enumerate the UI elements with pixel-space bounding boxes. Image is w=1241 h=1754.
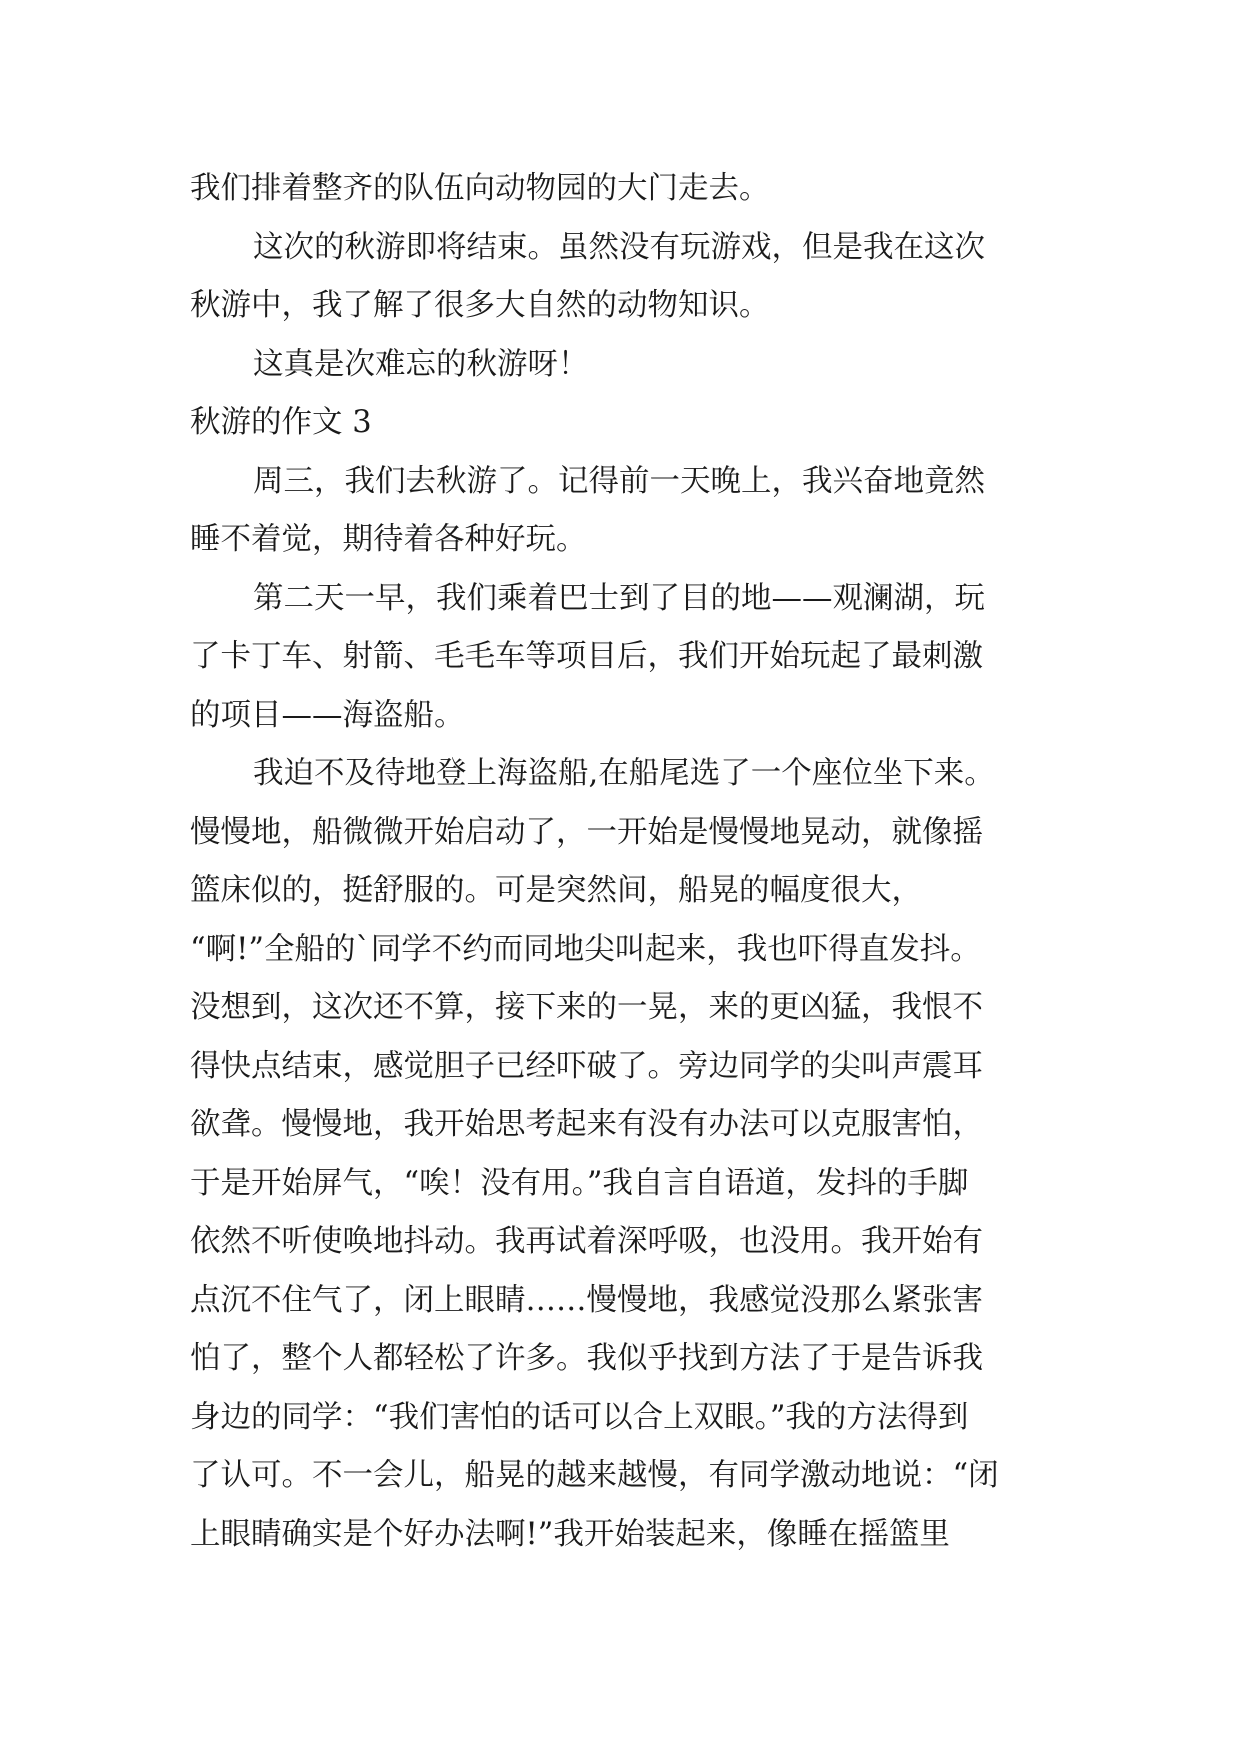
text-line: 依然不听使唤地抖动。我再试着深呼吸，也没用。我开始有 xyxy=(190,1224,983,1259)
text-line: 慢慢地，船微微开始启动了，一开始是慢慢地晃动，就像摇 xyxy=(190,814,983,850)
paragraph-first-line: 这真是次难忘的秋游呀！ xyxy=(253,346,589,382)
text-line: 篮床似的，挺舒服的。可是突然间，船晃的幅度很大， xyxy=(190,873,922,908)
text-line: “啊!”全船的`同学不约而同地尖叫起来，我也吓得直发抖。 xyxy=(190,931,981,967)
text-line: 身边的同学：“我们害怕的话可以合上双眼。”我的方法得到 xyxy=(190,1399,969,1435)
text-line: 上眼睛确实是个好办法啊!”我开始装起来，像睡在摇篮里 xyxy=(190,1516,950,1552)
text-line: 得快点结束，感觉胆子已经吓破了。旁边同学的尖叫声震耳 xyxy=(190,1048,983,1084)
text-line: 没想到，这次还不算，接下来的一晃，来的更凶猛，我恨不 xyxy=(190,990,983,1025)
text-line: 了认可。不一会儿，船晃的越来越慢，有同学激动地说：“闭 xyxy=(190,1458,999,1493)
section-heading: 秋游的作文 3 xyxy=(190,405,372,440)
text-line: 欲聋。慢慢地，我开始思考起来有没有办法可以克服害怕， xyxy=(190,1107,983,1142)
text-line: 的项目——海盗船。 xyxy=(190,697,465,733)
text-line: 睡不着觉，期待着各种好玩。 xyxy=(190,522,587,557)
paragraph-first-line: 周三，我们去秋游了。记得前一天晚上，我兴奋地竟然 xyxy=(253,463,985,499)
text-line: 了卡丁车、射箭、毛毛车等项目后，我们开始玩起了最刺激 xyxy=(190,639,983,674)
text-line: 我们排着整齐的队伍向动物园的大门走去。 xyxy=(190,171,770,206)
text-line: 怕了，整个人都轻松了许多。我似乎找到方法了于是告诉我 xyxy=(190,1341,983,1376)
text-line: 点沉不住气了，闭上眼睛……慢慢地，我感觉没那么紧张害 xyxy=(190,1282,983,1318)
text-line: 于是开始屏气，“唉！没有用。”我自言自语道，发抖的手脚 xyxy=(190,1165,969,1201)
essay-body xyxy=(190,160,1060,1564)
paragraph-first-line: 这次的秋游即将结束。虽然没有玩游戏，但是我在这次 xyxy=(253,229,985,265)
paragraph-first-line: 我迫不及待地登上海盗船,在船尾选了一个座位坐下来。 xyxy=(253,756,995,791)
text-line: 秋游中，我了解了很多大自然的动物知识。 xyxy=(190,288,770,323)
paragraph-first-line: 第二天一早，我们乘着巴士到了目的地——观澜湖，玩 xyxy=(253,580,985,616)
